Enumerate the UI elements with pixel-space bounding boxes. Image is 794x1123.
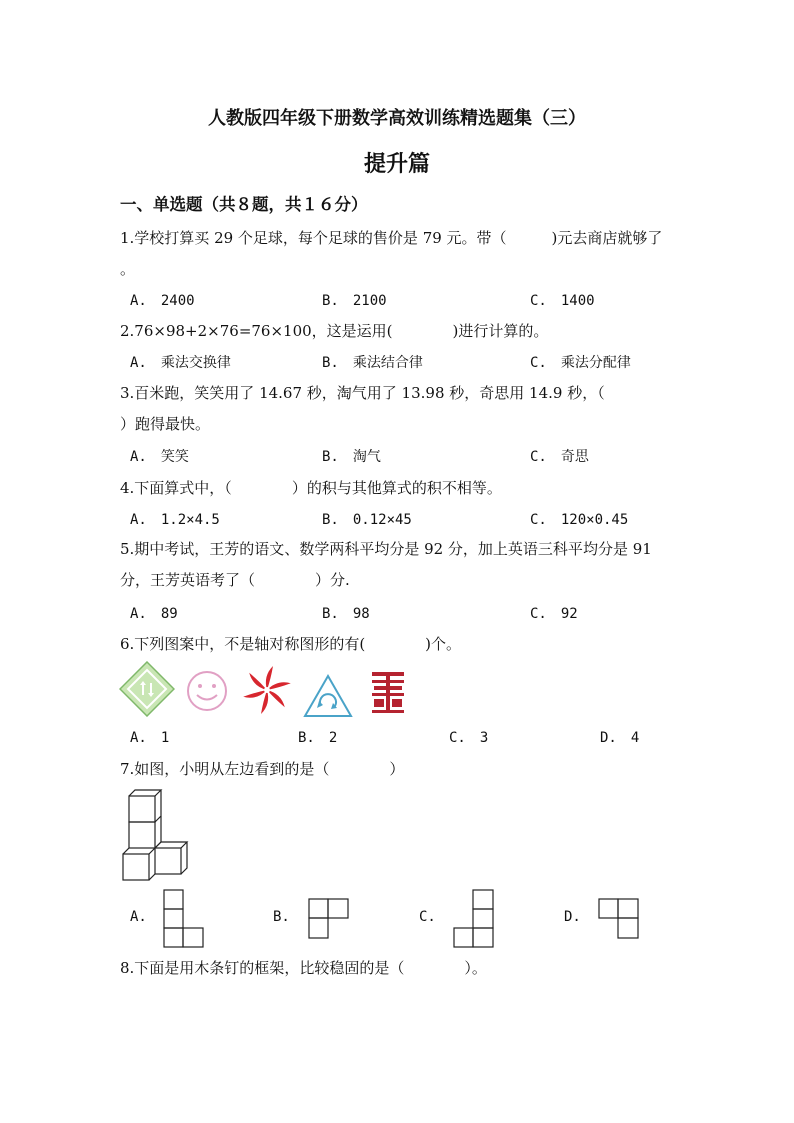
q7-option-d[interactable]: D. (564, 909, 581, 925)
q1-option-a[interactable]: A. 2400 (130, 293, 195, 309)
question-3: 3.百米跑，笑笑用了 14.67 秒，淘气用了 13.98 秒，奇思用 14.9 秒，（ (120, 384, 605, 402)
q7-option-c[interactable]: C. (419, 909, 436, 925)
q2-option-c[interactable]: C. 乘法分配律 (530, 355, 631, 371)
document-subtitle: 提升篇 (363, 151, 430, 177)
q7-option-b[interactable]: B. (273, 909, 290, 925)
q6-option-d[interactable]: D. 4 (600, 730, 640, 746)
document-title: 人教版四年级下册数学高效训练精选题集（三） (208, 108, 586, 129)
q3-option-b[interactable]: B. 淘气 (322, 449, 381, 465)
view-option-b-figure (308, 898, 350, 940)
question-1-continued: 。 (120, 260, 136, 278)
q1-option-c[interactable]: C. 1400 (530, 293, 595, 309)
q2-option-a[interactable]: A. 乘法交换律 (130, 355, 231, 371)
smiley-face-icon (185, 669, 229, 713)
question-2: 2.76×98+2×76=76×100，这是运用( )进行计算的。 (120, 322, 549, 340)
cube-stack-figure (120, 788, 190, 883)
question-7: 7.如图，小明从左边看到的是（ ） (120, 760, 405, 778)
view-option-a-figure (163, 889, 205, 949)
question-3-continued: ）跑得最快。 (120, 415, 211, 433)
diamond-arrows-icon (119, 661, 175, 717)
question-5-continued: 分，王芳英语考了（ ）分. (120, 571, 350, 589)
q4-option-a[interactable]: A. 1.2×4.5 (130, 512, 220, 528)
q6-option-a[interactable]: A. 1 (130, 730, 170, 746)
question-6: 6.下列图案中，不是轴对称图形的有( )个。 (120, 635, 462, 653)
q6-option-b[interactable]: B. 2 (298, 730, 338, 746)
q4-option-c[interactable]: C. 120×0.45 (530, 512, 629, 528)
q4-option-b[interactable]: B. 0.12×45 (322, 512, 412, 528)
recycle-triangle-icon (303, 674, 353, 718)
question-5: 5.期中考试，王芳的语文、数学两科平均分是 92 分，加上英语三科平均分是 91 (120, 540, 652, 558)
q7-option-a[interactable]: A. (130, 909, 147, 925)
pinwheel-icon (241, 664, 293, 716)
question-8: 8.下面是用木条钉的框架，比较稳固的是（ ）。 (120, 959, 487, 977)
question-1: 1.学校打算买 29 个足球，每个足球的售价是 79 元。带（ )元去商店就够了 (120, 229, 663, 247)
q3-option-a[interactable]: A. 笑笑 (130, 449, 189, 465)
view-option-c-figure (453, 889, 495, 949)
q5-option-a[interactable]: A. 89 (130, 606, 178, 622)
view-option-d-figure (598, 898, 640, 940)
q3-option-c[interactable]: C. 奇思 (530, 449, 589, 465)
q5-option-b[interactable]: B. 98 (322, 606, 370, 622)
double-happiness-seal-icon (368, 668, 408, 716)
section-heading: 一、单选题（共８题，共１６分） (120, 195, 368, 214)
q1-option-b[interactable]: B. 2100 (322, 293, 387, 309)
q5-option-c[interactable]: C. 92 (530, 606, 578, 622)
question-4: 4.下面算式中，（ ）的积与其他算式的积不相等。 (120, 479, 502, 497)
q2-option-b[interactable]: B. 乘法结合律 (322, 355, 423, 371)
q6-option-c[interactable]: C. 3 (449, 730, 489, 746)
